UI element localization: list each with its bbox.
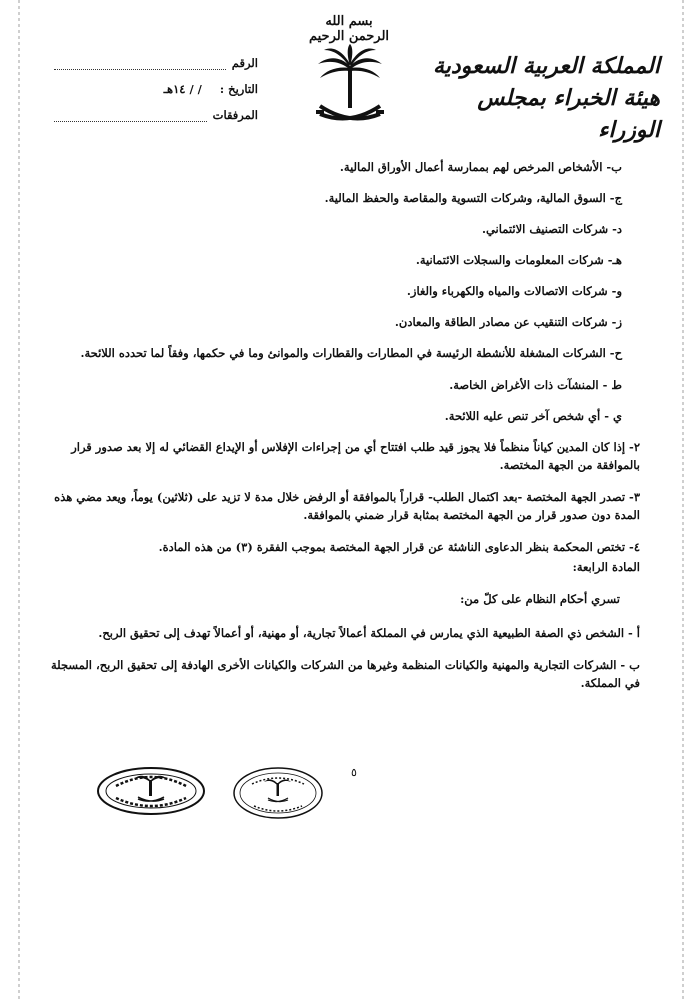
numbered-paragraph: ٣- تصدر الجهة المختصة -بعد اكتمال الطلب- قراراً بالموافقة أو الرفض خلال مدة لا تزيد على (ثلاثين) يوماً، ويعد مضي هذه المدة دون صدور قرار من الجهة المختصة بمثابة قرار ضمني بالموافقة. <box>54 490 640 522</box>
list-item: ي - أي شخص آخر تنص عليه اللائحة. <box>444 409 622 423</box>
list-item: ج- السوق المالية، وشركات التسوية والمقاصة والحفظ المالية. <box>324 191 622 205</box>
org-line-1: المملكة العربية السعودية <box>432 53 660 79</box>
date-value: / / ١٤هـ <box>163 82 202 96</box>
article-title: المادة الرابعة: <box>572 560 640 574</box>
attachments-line <box>48 102 258 128</box>
document-body <box>50 158 640 705</box>
official-seal-icon <box>96 766 206 816</box>
secretariat-seal-icon <box>232 766 324 820</box>
article-item: أ - الشخص ذي الصفة الطبيعية الذي يمارس في المملكة أعمالاً تجارية، أو مهنية، أو أعمالاً تهدف إلى تحقيق الربح. <box>98 626 640 640</box>
list-item: ز- شركات التنقيب عن مصادر الطاقة والمعادن. <box>394 315 622 329</box>
numbered-paragraph: ٢- إذا كان المدين كياناً منظماً فلا يجوز قيد طلب افتتاح أي من إجراءات الإفلاس أو الإيداع القضائي له إلا بعد صدور قرار بالموافقة من الجهة المختصة. <box>71 440 640 472</box>
reference-fields <box>48 50 258 128</box>
attachments-label: المرفقات <box>212 108 258 122</box>
numbered-paragraph: ٤- تختص المحكمة بنظر الدعاوى الناشئة عن قرار الجهة المختصة بموجب الفقرة (٣) من هذه المادة. <box>158 540 640 554</box>
date-line <box>48 76 258 102</box>
list-item: ح- الشركات المشغلة للأنشطة الرئيسة في المطارات والقطارات والموانئ وما في حكمها، وفقاً لما تحدده اللائحة. <box>80 346 622 360</box>
scan-edge-left <box>18 0 20 1000</box>
org-line-2: هيئة الخبراء بمجلس الوزراء <box>477 85 660 143</box>
list-item: ط - المنشآت ذات الأغراض الخاصة. <box>449 378 622 392</box>
attachments-dots <box>54 109 207 122</box>
basmala: بسم الله الرحمن الرحيم <box>308 14 390 44</box>
article-item: ب - الشركات التجارية والمهنية والكيانات المنظمة وغيرها من الشركات والكيانات الأخرى الهادفة إلى تحقيق الربح، المسجلة في المملكة. <box>50 658 640 690</box>
list-item: د- شركات التصنيف الائتماني. <box>481 222 622 236</box>
ref-dots <box>54 57 226 70</box>
ref-line <box>48 50 258 76</box>
date-label: التاريخ : <box>219 82 258 96</box>
scan-edge-right <box>682 0 684 1000</box>
palm-swords-emblem-icon <box>312 44 388 134</box>
list-item: و- شركات الاتصالات والمياه والكهرباء والغاز. <box>406 284 622 298</box>
ref-label: الرقم <box>231 56 258 70</box>
list-item: هـ- شركات المعلومات والسجلات الائتمانية. <box>415 253 622 267</box>
article-intro: تسري أحكام النظام على كلّ من: <box>460 592 620 606</box>
page-number: ٥ <box>351 766 357 779</box>
list-item: ب- الأشخاص المرخص لهم بممارسة أعمال الأوراق المالية. <box>339 160 622 174</box>
organization-header <box>420 50 660 146</box>
